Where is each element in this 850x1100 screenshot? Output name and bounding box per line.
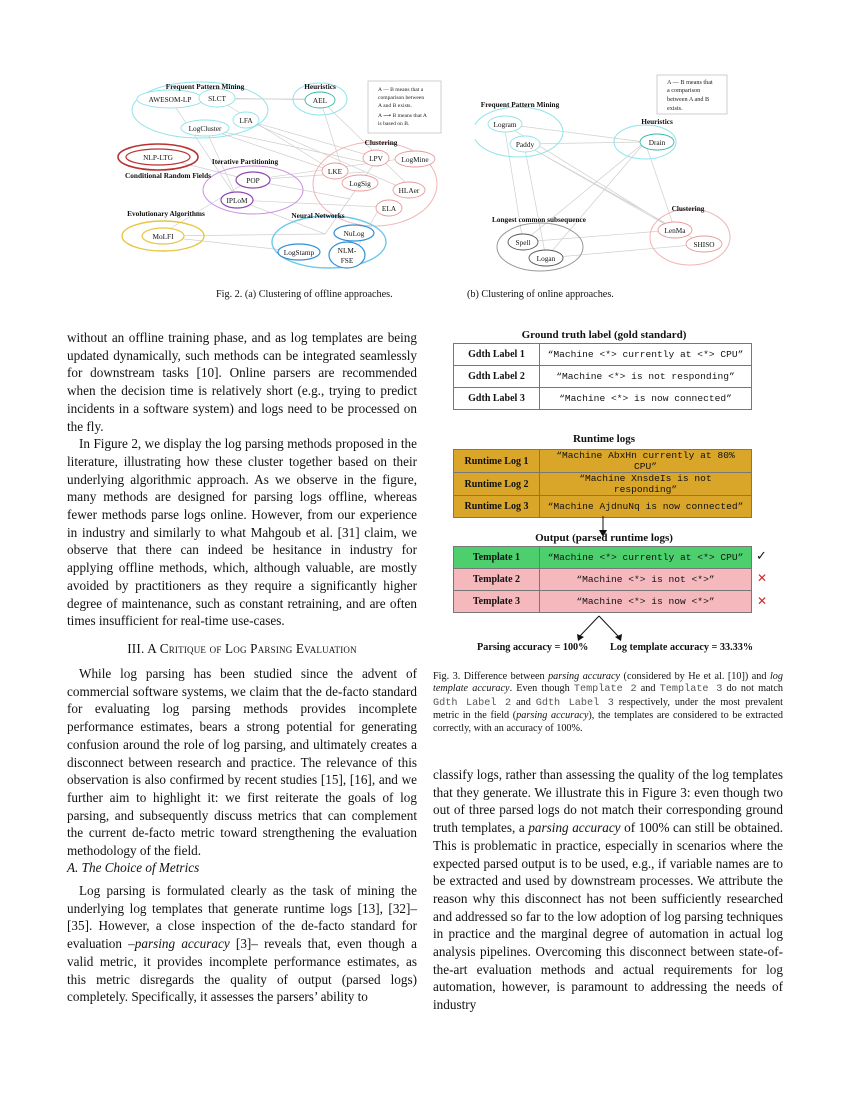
node-shiso: SHISO (693, 240, 715, 249)
right-column (433, 766, 783, 1014)
node-logan: Logan (536, 254, 556, 263)
node-drain: Drain (648, 138, 666, 147)
node-logcluster: LogCluster (188, 124, 222, 133)
legend-b-line-4: exists. (667, 105, 683, 112)
gt-title: Ground truth label (gold standard) (521, 329, 687, 341)
fig2a-legend (368, 81, 441, 133)
subsection-heading: A. The Choice of Metrics (67, 860, 200, 875)
split-arrows-icon (560, 614, 640, 642)
node-hlaer: HLAer (398, 186, 420, 195)
group-label-lcs: Longest common subsequence (491, 215, 587, 224)
table-row: Gdth Label 3 “Machine <*> is now connected” (454, 388, 752, 410)
parsing-accuracy-label: Parsing accuracy = 100% (477, 642, 589, 653)
group-label-heuristics: Heuristics (304, 82, 336, 91)
node-ela: ELA (381, 204, 397, 213)
node-lfa: LFA (239, 116, 253, 125)
paragraph: without an offline training phase, and as log templates are being updated dynamically, such methods can be integrated seamlessly for downstream tasks [10]. Online parsers are recommended when the decision time is relatively short (e.g., trying to predict incidents in a software system) and logs need to be processed on the fly. (67, 330, 417, 434)
paragraph: Log parsing is formulated clearly as the task of mining the underlying log templates that generate runtime logs [13], [32]–[35]. However, a close inspection of the de-facto standard for evaluation –parsing accuracy [3]– reveals that, even though a valid metric, it provides incomplete performance estimates, as this metric disregards the quality of output (parsed logs) completely. Specifically, it assesses the parsers’ ability to (67, 883, 417, 1005)
node-lpv: LPV (369, 154, 383, 163)
legend-b-line-2: a comparison (667, 87, 701, 94)
table-row: Runtime Log 2 “Machine XnsdeIs is not responding” (454, 473, 752, 496)
group-label-crf: Conditional Random Fields (125, 171, 211, 180)
left-column-section (67, 665, 417, 860)
node-nlm-fse-1: NLM- (337, 246, 357, 255)
node-pop: POP (246, 176, 260, 185)
group-label-fpm: Frequent Pattern Mining (165, 82, 245, 91)
group-label-evolutionary: Evolutionary Algorithms (127, 209, 205, 218)
table-row: Gdth Label 2 “Machine <*> is not responding” (454, 366, 752, 388)
group-label-neural: Neural Networks (291, 211, 345, 220)
group-label-clustering-b: Clustering (671, 204, 705, 213)
fig2b-caption: (b) Clustering of online approaches. (467, 289, 614, 300)
left-column (67, 329, 417, 630)
node-lenma: LenMa (664, 226, 686, 235)
group-label-heuristics-b: Heuristics (641, 117, 673, 126)
gt-table (453, 343, 752, 410)
node-ael: AEL (312, 96, 328, 105)
section-heading: III. A Critique of Log Parsing Evaluation (127, 641, 357, 656)
legend-a-line-4: A ⟶ B means that A (378, 113, 427, 119)
group-label-clustering: Clustering (364, 138, 398, 147)
legend-a-line-2: comparison between (378, 95, 425, 101)
legend-a-line-3: A and B exists. (378, 103, 412, 109)
fig2a-diagram (110, 72, 450, 277)
template-accuracy-label: Log template accuracy = 33.33% (610, 642, 754, 653)
fig2b-legend (657, 75, 727, 114)
node-logsig: LogSig (349, 179, 371, 188)
runtime-table (453, 449, 752, 518)
paragraph: In Figure 2, we display the log parsing methods proposed in the literature, illustrating how these cluster together based on their underlying algorithmic approach. As we observe in the figure, many methods are designed for parsing logs offline, whereas fewer methods parse logs online. However, from our experience in industry and similarly to what Mahgoub et al. [31] claim, we observe that there can indeed be hesitance in industry for applying offline methods, which, although valuable, are mostly avoided by practitioners as they require a significantly higher degree of maintenance, such as constant retraining, and are often times insufficient for real-time use-cases. (67, 436, 417, 629)
table-row: Template 3 “Machine <*> is now <*>” (454, 591, 752, 613)
group-label-fpm-b: Frequent Pattern Mining (480, 100, 560, 109)
check-icon: ✓ (756, 549, 767, 564)
node-awesom-lp: AWESOM-LP (148, 95, 192, 104)
left-column-subsection (67, 882, 417, 1006)
node-logstamp: LogStamp (283, 248, 315, 257)
legend-a-line-1: A — B means that a (378, 87, 424, 93)
paragraph: While log parsing has been studied since the advent of commercial software systems, we claim that the de-facto standard for evaluating log parsing methods provides incomplete performance estimates, bears a strong potential for generating confusion around the role of log parsing, and ultimately creates a disconnect between research and practice. The relevance of this observation is also confirmed by recent studies [15], [16], and we further aim to highlight it: we first reiterate the goals of log parsing, and subsequently discuss metrics that can complement the current de-facto metric toward strengthening the evaluation methodology of the field. (67, 666, 417, 859)
cross-icon: ✕ (757, 571, 768, 585)
node-iplom: IPLoM (226, 196, 248, 205)
node-molfi: MoLFI (152, 232, 174, 241)
table-row: Runtime Log 3 “Machine AjdnuNq is now connected” (454, 496, 752, 518)
fig3-caption: Fig. 3. Difference between parsing accuracy (considered by He et al. [10]) and log template accuracy. Even though Template 2 and Template 3 do not match Gdth Label 2 and Gdth Label 3 respectively, under the most prevalent metric in the field (parsing accuracy), the templates are considered to be extracted correctly, with an accuracy of 100%. (433, 671, 784, 734)
node-spell: Spell (515, 238, 531, 247)
legend-a-line-5: is based on B. (378, 121, 410, 127)
legend-b-line-1: A — B means that (667, 79, 713, 86)
node-lke: LKE (327, 167, 343, 176)
paragraph: classify logs, rather than assessing the quality of the log templates that they generate. We illustrate this in Figure 3: even though two out of three parsed logs do not match their corresponding ground truth templates, a parsing accuracy of 100% can still be obtained. This is problematic in practice, especially in scenarios where the expected parsed output is to be used, e.g., if variable names are to be extracted and used by downstream processes. We attribute the reason why this disconnect has not been sufficiently researched and addressed so far to the low adoption of log parsing techniques in practice and the marginal degree of automation in actual log analysis pipelines. Overcoming this disconnect between state-of-the-art evaluation methods and actual requirements for log automation, however, is paramount to addressing the needs of industry (433, 767, 783, 1013)
runtime-title: Runtime logs (572, 433, 636, 445)
node-logmine: LogMine (401, 155, 429, 164)
node-paddy: Paddy (515, 140, 535, 149)
output-title: Output (parsed runtime logs) (535, 532, 673, 544)
table-row: Template 1 “Machine <*> currently at <*> CPU” (454, 547, 752, 569)
output-table (453, 546, 752, 613)
node-nlp-ltg: NLP-LTG (143, 153, 173, 162)
fig2a-caption: Fig. 2. (a) Clustering of offline approaches. (216, 289, 393, 300)
table-row: Gdth Label 1 “Machine <*> currently at <*> CPU” (454, 344, 752, 366)
fig2b-diagram (475, 72, 740, 277)
node-nulog: NuLog (343, 229, 365, 238)
node-nlm-fse-2: FSE (340, 256, 354, 265)
cross-icon: ✕ (757, 594, 768, 608)
group-label-iterative: Iterative Partitioning (211, 157, 279, 166)
node-slct: SLCT (208, 94, 226, 103)
table-row: Runtime Log 1 “Machine AbxHn currently at 80% CPU” (454, 450, 752, 473)
node-logram: Logram (493, 120, 517, 129)
legend-b-line-3: between A and B (667, 96, 710, 103)
table-row: Template 2 “Machine <*> is not <*>” (454, 569, 752, 591)
